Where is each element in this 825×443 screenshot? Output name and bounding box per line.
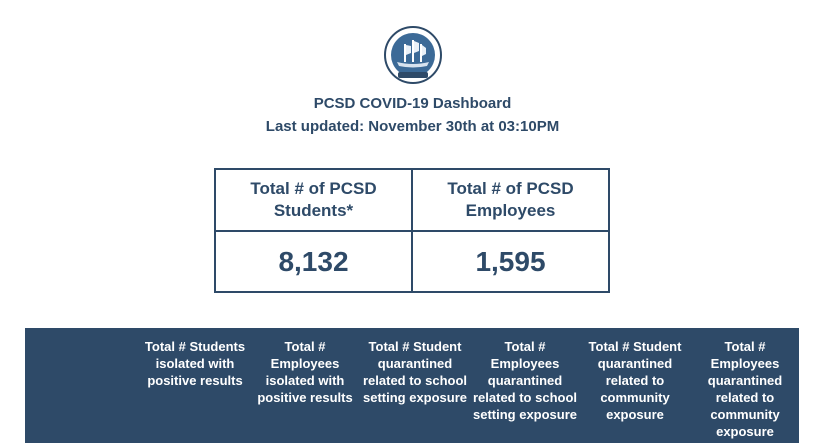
metrics-header-band <box>25 328 799 443</box>
students-quarantined-community-header: Total # Student quarantined related to community exposure <box>588 339 682 422</box>
employees-total-header: Total # of PCSD Employees <box>412 169 609 231</box>
last-updated-text: Last updated: November 30th at 03:10PM <box>265 118 560 135</box>
summary-table <box>214 168 610 293</box>
students-total-header: Total # of PCSD Students* <box>215 169 412 231</box>
employees-quarantined-community-header: Total # Employees quarantined related to community exposure <box>707 339 783 439</box>
school-district-seal-icon <box>384 26 442 84</box>
students-total-value: 8,132 <box>215 231 412 292</box>
employees-quarantined-school-header: Total # Employees quarantined related to school setting exposure <box>472 339 578 422</box>
students-isolated-header: Total # Students isolated with positive results <box>144 339 246 388</box>
students-quarantined-school-header: Total # Student quarantined related to school setting exposure <box>362 339 468 405</box>
dashboard-title: PCSD COVID-19 Dashboard <box>313 95 512 112</box>
employees-isolated-header: Total # Employees isolated with positive results <box>257 339 353 405</box>
employees-total-value: 1,595 <box>412 231 609 292</box>
